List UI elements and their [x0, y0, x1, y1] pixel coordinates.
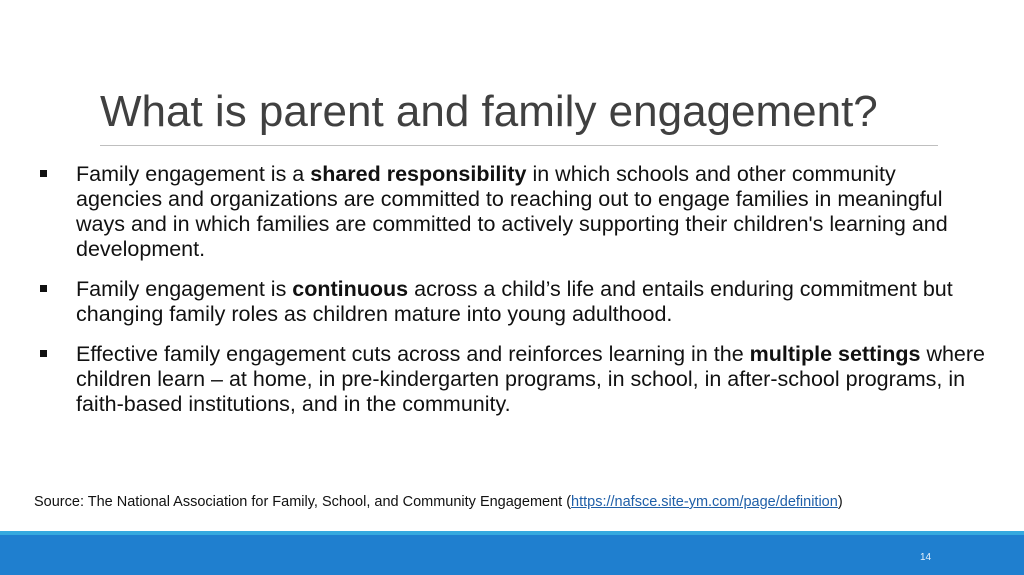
bullet-item [36, 162, 986, 262]
bullet-text-before: Effective family engagement cuts across and reinforces learning in the [76, 342, 750, 366]
bullet-text-bold: shared responsibility [310, 162, 527, 186]
bullet-item [36, 342, 986, 417]
slide-title: What is parent and family engagement? [100, 87, 878, 136]
bullet-text-before: Family engagement is a [76, 162, 311, 186]
page-number: 14 [920, 552, 932, 563]
source-suffix: ) [837, 494, 843, 510]
bullet-list [36, 162, 986, 432]
bullet-text-after: where children learn – at home, in pre-kindergarten programs, in school, in after-school programs, in faith-based institutions, and in the community. [76, 342, 986, 416]
square-bullet-icon [40, 285, 47, 292]
footer-bar [0, 535, 1024, 575]
source-link[interactable]: https://nafsce.site-ym.com/page/definition [571, 494, 838, 510]
square-bullet-icon [40, 350, 47, 357]
bullet-text-bold: multiple settings [749, 342, 921, 366]
title-divider [100, 145, 938, 146]
bullet-text-before: Family engagement is [76, 277, 293, 301]
bullet-item [36, 277, 986, 327]
source-citation [34, 494, 843, 510]
bullet-text-after: in which schools and other community agencies and organizations are committed to reaching out to engage families in meaningful ways and in which families are committed to actively supporting their children's learning and development. [76, 162, 948, 261]
bullet-text-after: across a child’s life and entails enduring commitment but changing family roles as children mature into young adulthood. [76, 277, 953, 326]
source-prefix: Source: The National Association for Family, School, and Community Engagement ( [34, 494, 572, 510]
square-bullet-icon [40, 170, 47, 177]
bullet-text-bold: continuous [292, 277, 409, 301]
